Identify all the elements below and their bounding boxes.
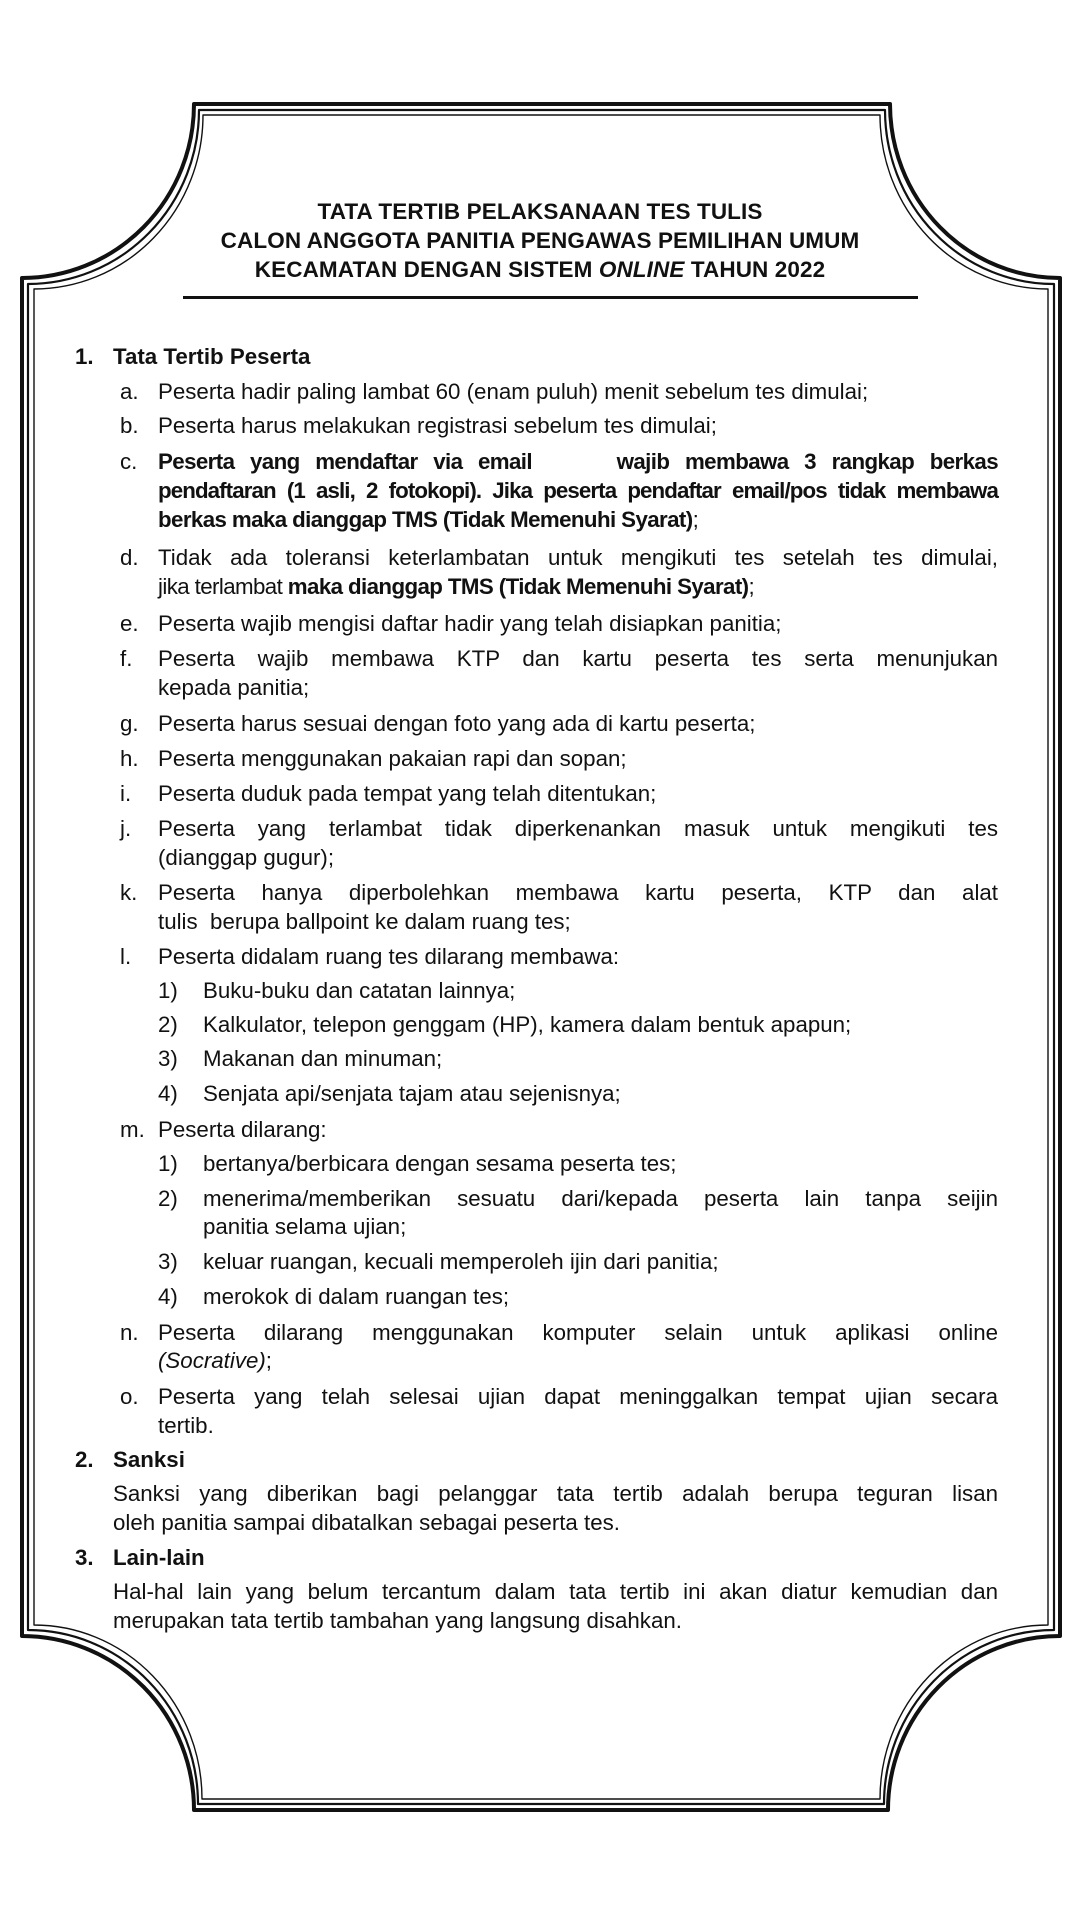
subitem-label: 3) xyxy=(158,1046,178,1071)
subitem-text: merokok di dalam ruangan tes; xyxy=(203,1284,510,1309)
item-label: j. xyxy=(120,816,132,841)
list-item-text: tulis berupa ballpoint ke dalam ruang tes; xyxy=(158,909,571,934)
item-label: a. xyxy=(120,379,139,404)
list-item-text: tertib. xyxy=(158,1413,214,1438)
list-item-text: Peserta duduk pada tempat yang telah ditentukan; xyxy=(158,781,657,806)
item-label: h. xyxy=(120,746,139,771)
subitem-text: panitia selama ujian; xyxy=(203,1214,407,1239)
subitem-label: 2) xyxy=(158,1012,178,1037)
item-label: l. xyxy=(120,944,132,969)
list-item-text: Peserta hadir paling lambat 60 (enam puluh) menit sebelum tes dimulai; xyxy=(158,379,869,404)
item-label: b. xyxy=(120,413,139,438)
title-online-italic: ONLINE xyxy=(598,257,685,282)
item-label: i. xyxy=(120,781,132,806)
subitem-label: 4) xyxy=(158,1081,178,1106)
subitem-text: bertanya/berbicara dengan sesama peserta tes; xyxy=(203,1151,677,1176)
item-label: d. xyxy=(120,545,139,570)
document-title xyxy=(150,197,930,284)
section-title-lain-lain: Lain-lain xyxy=(113,1545,205,1570)
list-item-text: Peserta hanya diperbolehkan membawa kartu peserta, KTP dan alat xyxy=(158,880,998,905)
subitem-label: 4) xyxy=(158,1284,178,1309)
list-item-text: pendaftaran (1 asli, 2 fotokopi). Jika peserta pendaftar email/pos tidak membawa xyxy=(158,478,998,503)
list-item-text: Peserta wajib membawa KTP dan kartu peserta tes serta menunjukan xyxy=(158,646,998,671)
list-item-text: Peserta yang telah selesai ujian dapat meninggalkan tempat ujian secara xyxy=(158,1384,998,1409)
item-label: g. xyxy=(120,711,139,736)
section-title-tata-tertib: Tata Tertib Peserta xyxy=(113,344,311,369)
section-paragraph: Sanksi yang diberikan bagi pelanggar tata tertib adalah berupa teguran lisan xyxy=(113,1481,998,1506)
list-item-text: Peserta dilarang menggunakan komputer selain untuk aplikasi online xyxy=(158,1320,998,1345)
list-item-text: Peserta yang mendaftar via email wajib membawa 3 rangkap berkas xyxy=(158,449,998,474)
item-label: n. xyxy=(120,1320,139,1345)
title-line-1: TATA TERTIB PELAKSANAAN TES TULIS xyxy=(317,199,763,224)
socrative-italic: (Socrative) xyxy=(158,1348,266,1373)
section-paragraph: merupakan tata tertib tambahan yang langsung disahkan. xyxy=(113,1608,682,1633)
section-number: 3. xyxy=(75,1545,94,1570)
subitem-text: Buku-buku dan catatan lainnya; xyxy=(203,978,516,1003)
list-item-text: kepada panitia; xyxy=(158,675,310,700)
list-item-text: Peserta dilarang: xyxy=(158,1117,327,1142)
item-label: o. xyxy=(120,1384,139,1409)
list-item-text: (Socrative); xyxy=(158,1348,272,1373)
title-line-3: KECAMATAN DENGAN SISTEM ONLINE TAHUN 2022 xyxy=(254,257,826,282)
item-label: k. xyxy=(120,880,138,905)
section-paragraph: Hal-hal lain yang belum tercantum dalam tata tertib ini akan diatur kemudian dan xyxy=(113,1579,998,1604)
subitem-label: 2) xyxy=(158,1186,178,1211)
section-title-sanksi: Sanksi xyxy=(113,1447,185,1472)
list-item-text: Peserta harus melakukan registrasi sebelum tes dimulai; xyxy=(158,413,717,438)
title-line-2: CALON ANGGOTA PANITIA PENGAWAS PEMILIHAN UMUM xyxy=(220,228,860,253)
item-label: e. xyxy=(120,611,139,636)
item-label: f. xyxy=(120,646,133,671)
section-number: 1. xyxy=(75,344,94,369)
list-item-text: (dianggap gugur); xyxy=(158,845,335,870)
subitem-text: menerima/memberikan sesuatu dari/kepada peserta lain tanpa seijin xyxy=(203,1186,998,1211)
list-item-text: Peserta didalam ruang tes dilarang membawa: xyxy=(158,944,620,969)
list-item-text: Peserta yang terlambat tidak diperkenankan masuk untuk mengikuti tes xyxy=(158,816,998,841)
subitem-label: 1) xyxy=(158,1151,178,1176)
list-item-text: Peserta menggunakan pakaian rapi dan sopan; xyxy=(158,746,627,771)
list-item-text: jika terlambat maka dianggap TMS (Tidak Memenuhi Syarat); xyxy=(158,574,755,599)
subitem-label: 1) xyxy=(158,978,178,1003)
subitem-text: Senjata api/senjata tajam atau sejenisnya; xyxy=(203,1081,621,1106)
subitem-text: Makanan dan minuman; xyxy=(203,1046,443,1071)
item-label: c. xyxy=(120,449,138,474)
section-number: 2. xyxy=(75,1447,94,1472)
subitem-text: Kalkulator, telepon genggam (HP), kamera dalam bentuk apapun; xyxy=(203,1012,852,1037)
subitem-text: keluar ruangan, kecuali memperoleh ijin dari panitia; xyxy=(203,1249,719,1274)
title-underline xyxy=(183,296,918,299)
subitem-label: 3) xyxy=(158,1249,178,1274)
list-item-text: Peserta harus sesuai dengan foto yang ada di kartu peserta; xyxy=(158,711,756,736)
list-item-text: berkas maka dianggap TMS (Tidak Memenuhi Syarat); xyxy=(158,507,699,532)
item-label: m. xyxy=(120,1117,145,1142)
list-item-text: Tidak ada toleransi keterlambatan untuk mengikuti tes setelah tes dimulai, xyxy=(158,545,998,570)
section-paragraph: oleh panitia sampai dibatalkan sebagai peserta tes. xyxy=(113,1510,620,1535)
list-item-text: Peserta wajib mengisi daftar hadir yang telah disiapkan panitia; xyxy=(158,611,782,636)
